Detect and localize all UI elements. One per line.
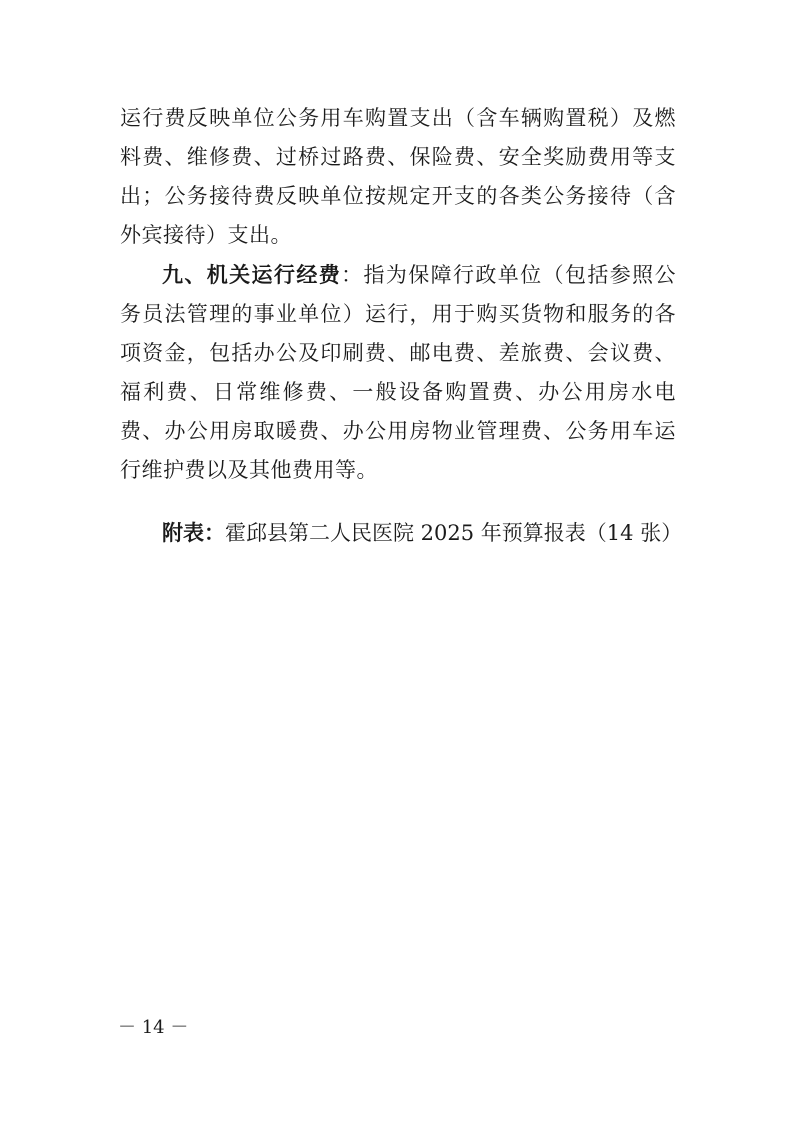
attachment-line	[162, 513, 682, 553]
attachment-label: 附表：	[162, 520, 225, 545]
attachment-title: 霍邱县第二人民医院 2025 年预算报表（14 张）	[225, 521, 683, 545]
section-heading-agency-operating-costs: 九、机关运行经费	[162, 262, 342, 287]
paragraph-agency-operating-costs	[120, 255, 676, 490]
page-number: － 14 －	[118, 1017, 189, 1038]
paragraph-vehicle-reception-costs: 运行费反映单位公务用车购置支出（含车辆购置税）及燃料费、维修费、过桥过路费、保险费、安全奖励费用等支出；公务接待费反映单位按规定开支的各类公务接待（含外宾接待）支出。	[120, 106, 676, 247]
section-text-agency-operating-costs: ：指为保障行政单位（包括参照公务员法管理的事业单位）运行，用于购买货物和服务的各项资金，包括办公及印刷费、邮电费、差旅费、会议费、福利费、日常维修费、一般设备购置费、办公用房水电费、办公用房取暖费、办公用房物业管理费、公务用车运行维护费以及其他费用等。	[120, 263, 677, 482]
